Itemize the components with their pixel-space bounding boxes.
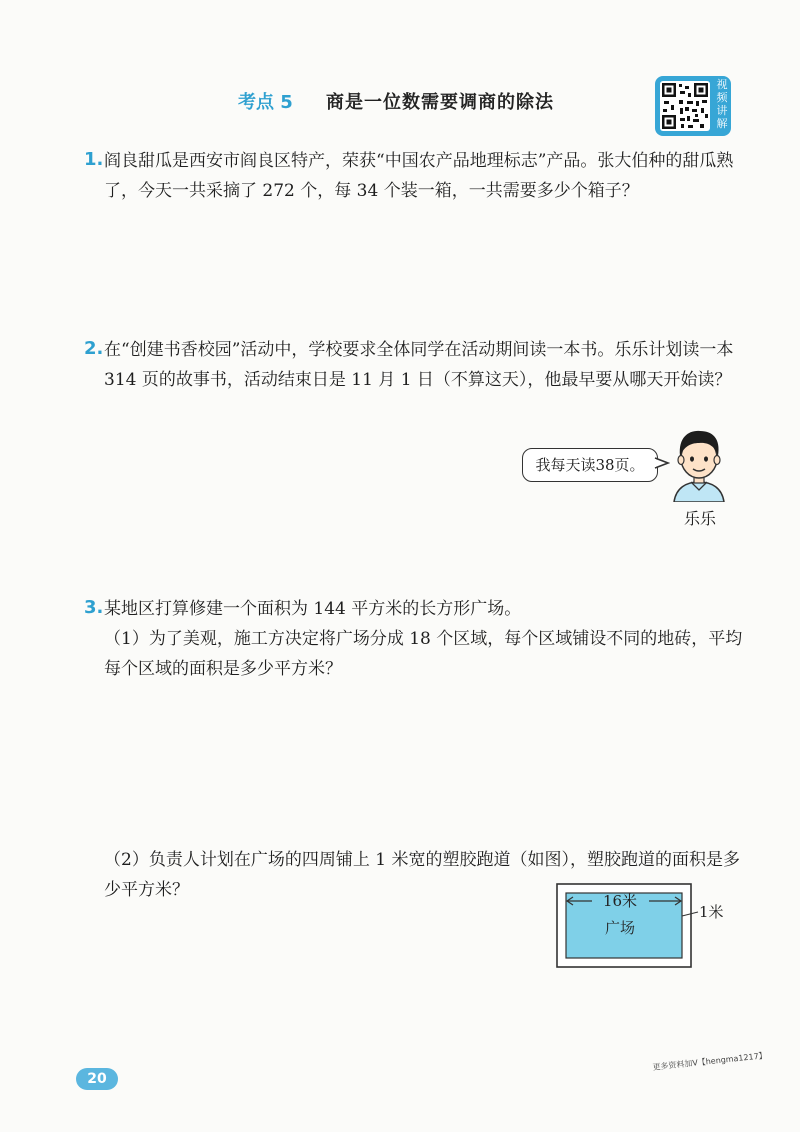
topic-title: 商是一位数需要调商的除法	[326, 92, 554, 113]
question-2-text: 在“创建书香校园”活动中，学校要求全体同学在活动期间读一本书。乐乐计划读一本 314 页的故事书，活动结束日是 11 月 1 日（不算这天），他最早要从哪天开始读？	[104, 340, 734, 390]
topic-label: 考点 5	[238, 92, 293, 113]
boy-illustration-icon	[668, 428, 730, 502]
video-tag: 视频讲解	[716, 78, 728, 130]
character-name: 乐乐	[684, 509, 717, 528]
question-3-text: 某地区打算修建一个面积为 144 平方米的长方形广场。	[104, 599, 522, 619]
question-1-text: 阎良甜瓜是西安市阎良区特产，荣获“中国农产品地理标志”产品。张大伯种的甜瓜熟了，今天一共采摘了 272 个，每 34 个装一箱，一共需要多少个箱子？	[104, 151, 734, 201]
video-qr-code[interactable]	[655, 76, 731, 136]
question-2-number: 2.	[84, 338, 104, 359]
question-3-part-2: （2）负责人计划在广场的四周铺上 1 米宽的塑胶跑道（如图），塑胶跑道的面积是多少平方米？	[104, 850, 740, 900]
plaza-length-label: 16米	[602, 892, 638, 910]
question-3-number: 3.	[84, 597, 104, 618]
speech-bubble: 我每天读38页。	[522, 448, 658, 482]
question-1-number: 1.	[84, 149, 104, 170]
qr-code-icon	[660, 81, 710, 131]
watermark: 更多资料加V【hengma1217】	[652, 1051, 768, 1072]
plaza-diagram	[556, 882, 742, 970]
page-number: 20	[76, 1068, 118, 1090]
question-3-part-1: （1）为了美观，施工方决定将广场分成 18 个区域，每个区域铺设不同的地砖，平均每个区域的面积是多少平方米？	[104, 629, 743, 679]
track-width-label: 1米	[699, 903, 724, 921]
plaza-area-label: 广场	[604, 919, 636, 937]
